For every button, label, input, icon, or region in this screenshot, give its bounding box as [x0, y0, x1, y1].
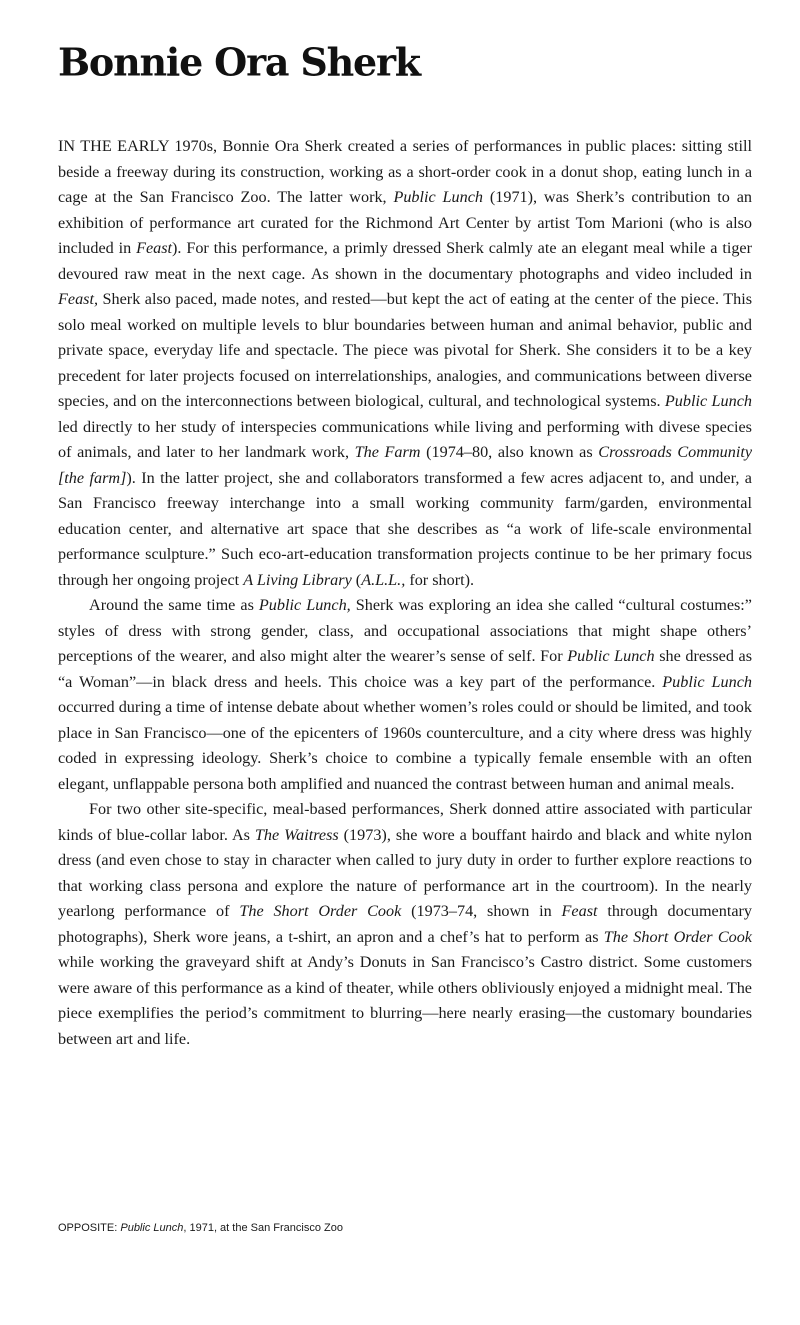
text-run: while working the graveyard shift at Andy’s Donuts in San Francisco’s Castro district. Some customers were aware of this performance as a kind of theater, while others obliviously enjoyed a midnight meal. The piece exemplifies the period’s commitment to blurring—here nearly erasing—the customary boundaries between art and life. — [58, 953, 752, 1048]
article-body — [58, 134, 752, 1052]
caption-lead: OPPOSITE: — [58, 1222, 121, 1234]
italic-title-run: The Short Order Cook — [239, 902, 402, 920]
italic-title-run: Public Lunch — [662, 672, 752, 691]
italic-title-run: The Farm — [354, 443, 421, 461]
text-run: (1973), she wore a bouffant hairdo and black and white nylon dress (and even chose to stay in character when called to jury duty in order to further explore reactions to that working class persona and explore the nature of performance art in the courtroom). In the nearly yearlong performance of — [58, 825, 752, 920]
italic-title-run: The Waitress — [254, 825, 339, 844]
italic-title-run: A.L.L., — [361, 570, 406, 589]
text-run: ). For this performance, a primly dressed Sherk calmly ate an elegant meal while a tiger devoured raw meat in the next cage. As shown in the documentary photographs and video included in — [58, 239, 752, 283]
text-run: IN THE EARLY 1970s, Bonnie Ora Sherk created a series of performances in public places: sitting still beside a freeway during its construction, working as a short-order cook in a donut shop, eating lunch in a cage at the San Francisco Zoo. The latter work, — [58, 137, 752, 206]
text-run: (1974–80, also known as — [420, 443, 599, 461]
italic-title-run: Feast — [561, 902, 598, 920]
italic-title-run: Feast, — [58, 290, 99, 308]
text-run: Around the same time as — [89, 596, 259, 614]
text-run: for short). — [405, 570, 475, 589]
text-run: she dressed as “a Woman”—in black dress and heels. This choice was a key part of the performance. — [58, 647, 752, 691]
text-run: through documentary photographs), Sherk wore jeans, a t-shirt, an apron and a chef’s hat to perform as — [58, 902, 753, 946]
paragraph-3 — [58, 797, 752, 1052]
italic-title-run: Feast — [136, 239, 173, 257]
caption-details: , 1971, at the San Francisco Zoo — [183, 1222, 343, 1234]
italic-title-run: A Living Library — [243, 570, 352, 589]
italic-title-run: Crossroads Community [the farm] — [58, 443, 752, 487]
text-run: (1973–74, shown in — [401, 902, 562, 920]
italic-title-run: Public Lunch — [567, 647, 655, 665]
text-run: occurred during a time of intense debate about whether women’s roles could or should be limited, and took place in San Francisco—one of the epicenters of 1960s counterculture, and a city where dress was highly coded in expressing ideology. Sherk’s choice to combine a typically female ensemble with an often elegant, unflappable persona both amplified and nuanced the contrast between human and animal meals. — [58, 698, 752, 793]
text-run: ). In the latter project, she and collaborators transformed a few acres adjacent to, and under, a San Francisco freeway interchange into a small working community farm/garden, environmental education center, and alternative art space that she describes as “a work of life-scale environmental performance sculpture.” Such eco-art-education transformation projects continue to be her primary focus through her ongoing project — [58, 468, 752, 589]
page-title: Bonnie Ora Sherk — [58, 38, 420, 85]
italic-title-run: Public Lunch — [393, 188, 484, 206]
text-run: (1971), was Sherk’s contribution to an exhibition of performance art curated for the Richmond Art Center by artist Tom Marioni (who is also included in — [58, 188, 753, 257]
italic-title-run: The Short Order Cook — [603, 927, 752, 946]
paragraph-2 — [58, 593, 752, 797]
text-run: led directly to her study of interspecies communications while living and performing with divese species of animals, and later to her landmark work, — [58, 417, 752, 461]
paragraph-1 — [58, 134, 752, 593]
italic-title-run: Public Lunch, — [258, 596, 351, 614]
caption-work-title: Public Lunch — [120, 1222, 184, 1234]
text-run: Sherk was exploring an idea she called “cultural costumes:” styles of dress with strong gender, class, and occupational associations that might shape others’ perceptions of the wearer, and also might alter the wearer’s sense of self. For — [58, 596, 752, 665]
photo-caption — [58, 1221, 343, 1235]
italic-title-run: Public Lunch — [664, 392, 752, 410]
text-run: Sherk also paced, made notes, and rested—but kept the act of eating at the center of the piece. This solo meal worked on multiple levels to blur boundaries between human and animal behavior, public and private space, everyday life and spectacle. The piece was pivotal for Sherk. She considers it to be a key precedent for later projects focused on interrelationships, analogies, and communications between diverse species, and on the interconnections between biological, cultural, and technological systems. — [58, 290, 752, 410]
text-run: For two other site-specific, meal-based performances, Sherk donned attire associated with particular kinds of blue-collar labor. As — [58, 800, 752, 844]
text-run: ( — [351, 570, 362, 589]
